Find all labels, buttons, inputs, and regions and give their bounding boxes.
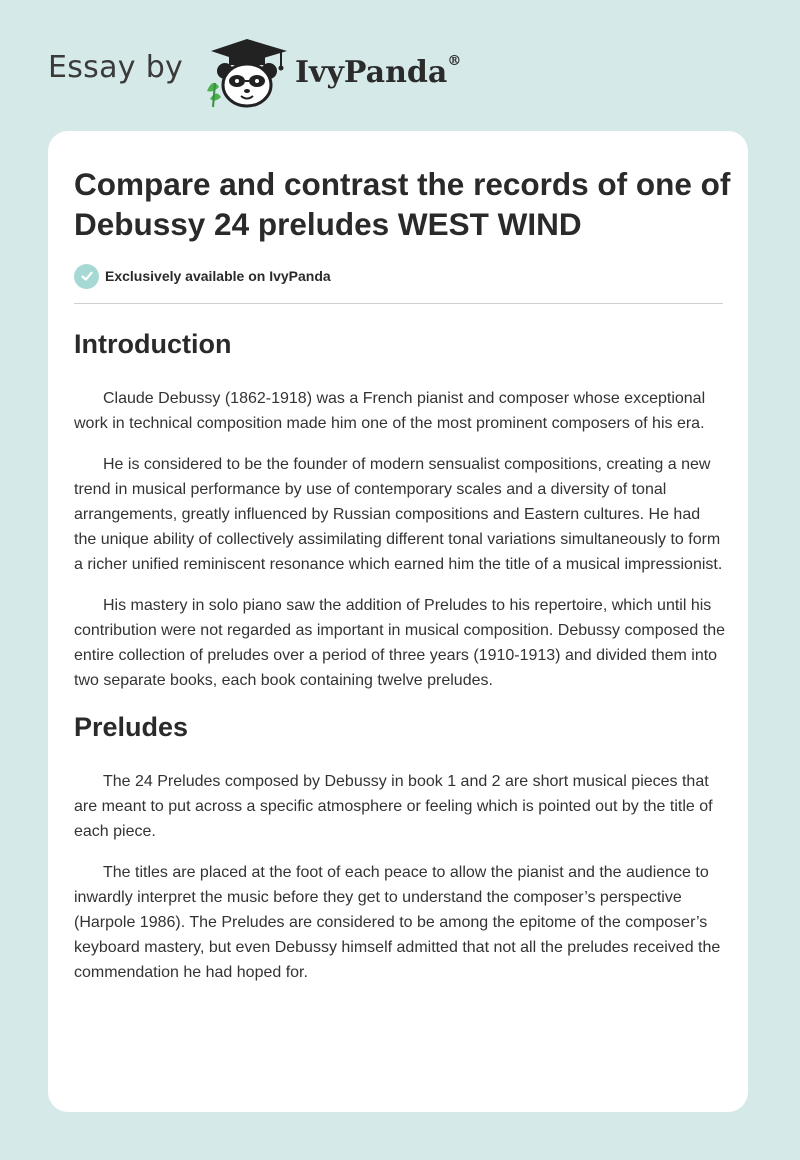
document-title: Compare and contrast the records of one of Debussy 24 preludes WEST WIND [74,166,731,242]
panda-graduate-icon [201,37,293,109]
paragraph: His mastery in solo piano saw the addition of Preludes to his repertoire, which until his contribution were not regarded as important in musical composition. Debussy composed the entire collection of preludes over a period of three years (1910-1913) and divided them into two separate books, each book containing twelve preludes. [74,597,725,689]
availability-badge [74,263,331,289]
paragraph: The titles are placed at the foot of each peace to allow the pianist and the audience to inwardly interpret the music before they get to understand the composer’s perspective (Harpole 1986). The Preludes are considered to be among the epitome of the composer’s keyboard mastery, but even Debussy himself admitted that not all the preludes received the commendation he had hoped for. [74,864,721,981]
registered-mark: ® [447,53,462,69]
paragraph: Claude Debussy (1862-1918) was a French pianist and composer whose exceptional work in technical composition made him one of the most prominent composers of his era. [74,390,706,432]
brand-name: IvyPanda® [295,53,462,90]
document-card [48,131,748,1112]
site-header [0,0,800,130]
check-icon [74,264,99,289]
essay-by-label: Essay by [48,50,184,85]
section-heading-preludes: Preludes [74,712,189,742]
section-heading-introduction: Introduction [74,329,232,359]
paragraph: He is considered to be the founder of modern sensualist compositions, creating a new trend in musical performance by use of contemporary scales and a diversity of tonal arrangements, greatly influenced by Russian compositions and Eastern cultures. He had the unique ability of collectively assimilating different tonal variations simultaneously to form a richer unified reminiscent resonance which earned him the title of a musical impressionist. [74,456,723,573]
paragraph: The 24 Preludes composed by Debussy in book 1 and 2 are short musical pieces that are meant to put across a specific atmosphere or feeling which is pointed out by the title of each piece. [74,773,713,840]
divider [74,303,723,304]
availability-text: Exclusively available on IvyPanda [105,268,331,284]
document-body [74,324,726,985]
